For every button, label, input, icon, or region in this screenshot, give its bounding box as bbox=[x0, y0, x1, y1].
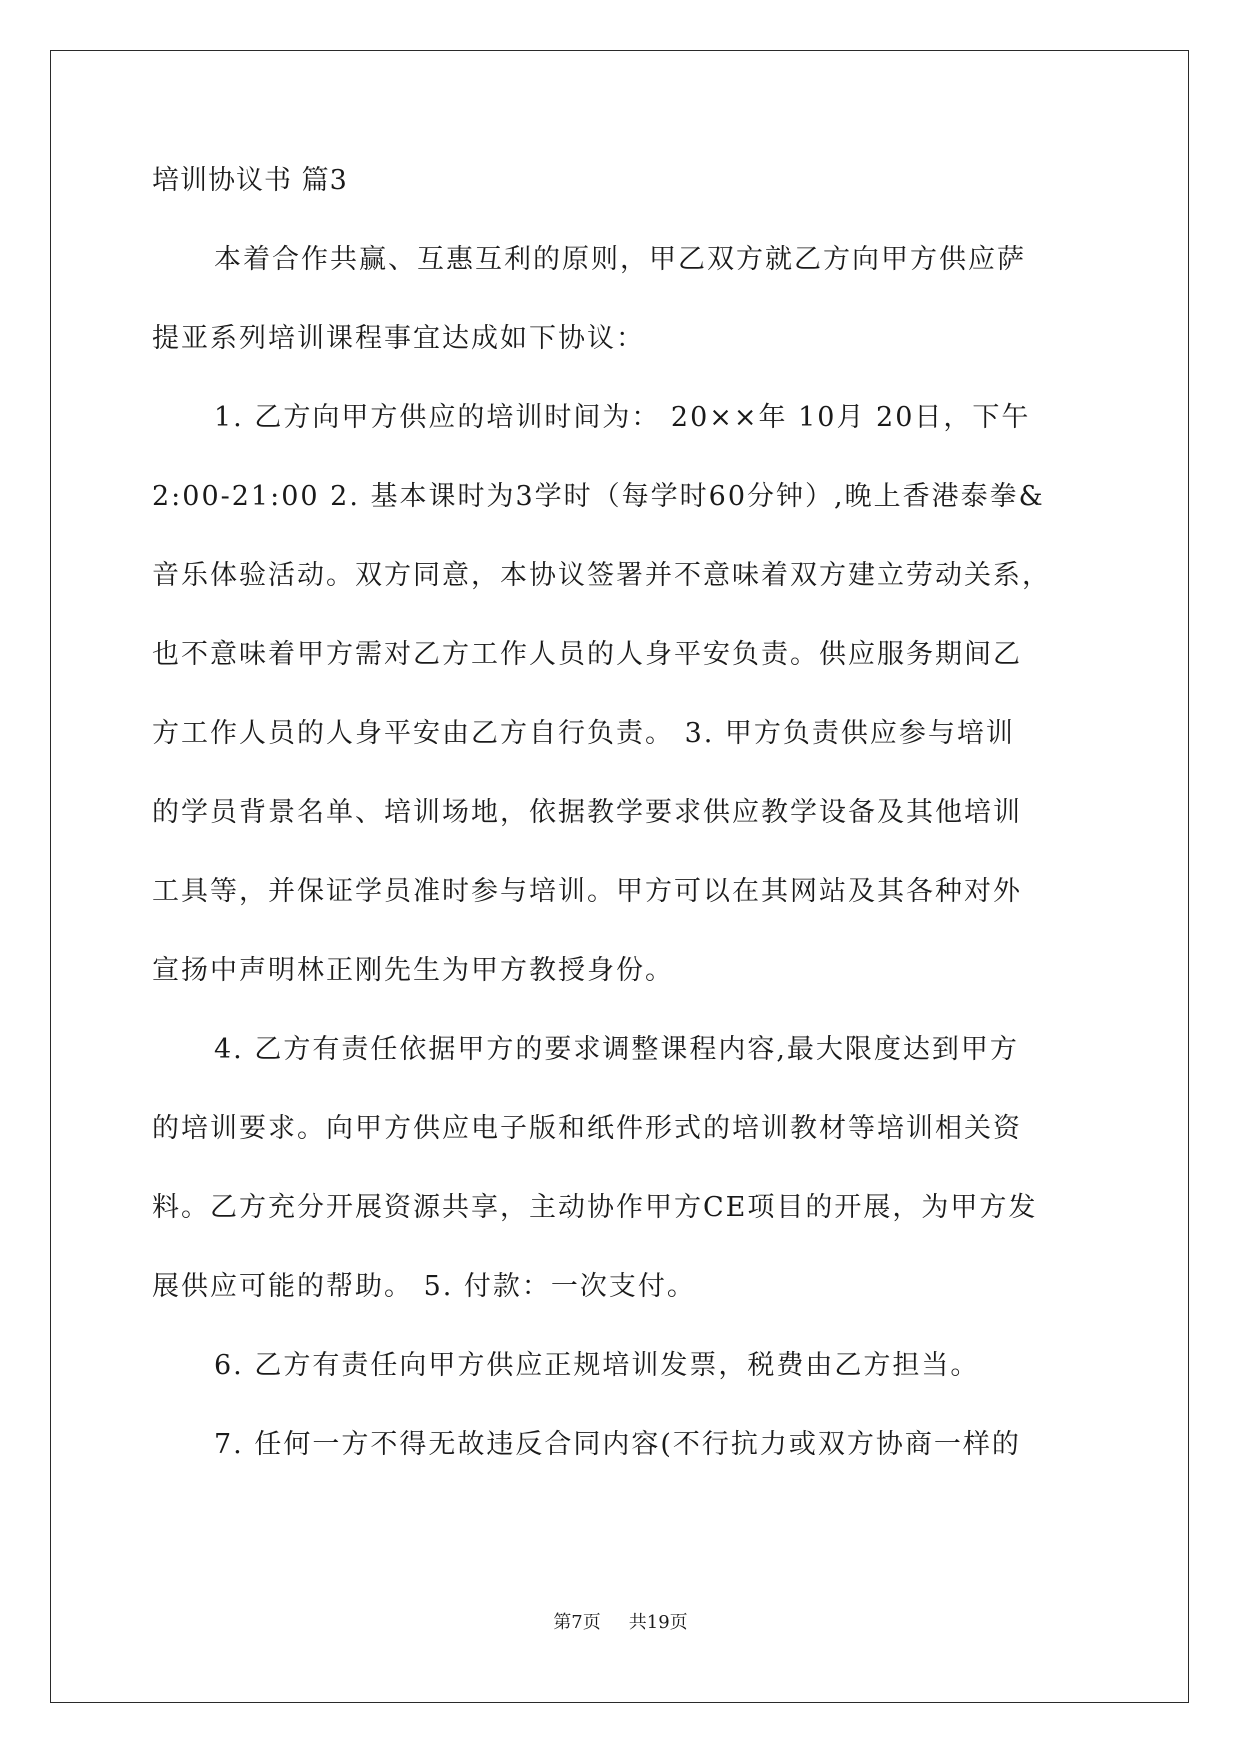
text-line: 提亚系列培训课程事宜达成如下协议： bbox=[152, 323, 645, 354]
text-line: 方工作人员的人身平安由乙方自行负责。 3. 甲方负责供应参与培训 bbox=[152, 718, 1015, 749]
page-total: 共19页 bbox=[628, 1612, 688, 1633]
text-line: 也不意味着甲方需对乙方工作人员的人身平安负责。供应服务期间乙 bbox=[152, 639, 1022, 670]
text-line: 宣扬中声明林正刚先生为甲方教授身份。 bbox=[152, 955, 674, 986]
paragraph-lines bbox=[152, 239, 1092, 1466]
text-line: 料。乙方充分开展资源共享，主动协作甲方CE项目的开展，为甲方发 bbox=[152, 1192, 1038, 1223]
text-line: 6. 乙方有责任向甲方供应正规培训发票，税费由乙方担当。 bbox=[214, 1350, 980, 1381]
text-line: 工具等，并保证学员准时参与培训。甲方可以在其网站及其各种对外 bbox=[152, 876, 1022, 907]
text-line: 的学员背景名单、培训场地，依据教学要求供应教学设备及其他培训 bbox=[152, 797, 1022, 828]
section-heading: 培训协议书 篇3 bbox=[152, 165, 348, 196]
text-line: 展供应可能的帮助。 5. 付款：一次支付。 bbox=[152, 1271, 696, 1302]
page-number: 第7页 bbox=[553, 1612, 601, 1633]
text-line: 音乐体验活动。双方同意，本协议签署并不意味着双方建立劳动关系， bbox=[152, 560, 1051, 591]
text-line: 本着合作共赢、互惠互利的原则，甲乙双方就乙方向甲方供应萨 bbox=[214, 244, 1026, 275]
text-line: 7. 任何一方不得无故违反合同内容(不行抗力或双方协商一样的 bbox=[214, 1429, 1021, 1460]
text-line: 1. 乙方向甲方供应的培训时间为： 20××年 10月 20日，下午 bbox=[214, 402, 1031, 433]
text-line: 2:00-21:00 2. 基本课时为3学时（每学时60分钟）,晚上香港泰拳& bbox=[152, 481, 1045, 512]
document-body bbox=[152, 160, 1092, 1503]
text-line: 4. 乙方有责任依据甲方的要求调整课程内容,最大限度达到甲方 bbox=[214, 1034, 1019, 1065]
text-line: 的培训要求。向甲方供应电子版和纸件形式的培训教材等培训相关资 bbox=[152, 1113, 1022, 1144]
page-footer bbox=[0, 1611, 1241, 1635]
